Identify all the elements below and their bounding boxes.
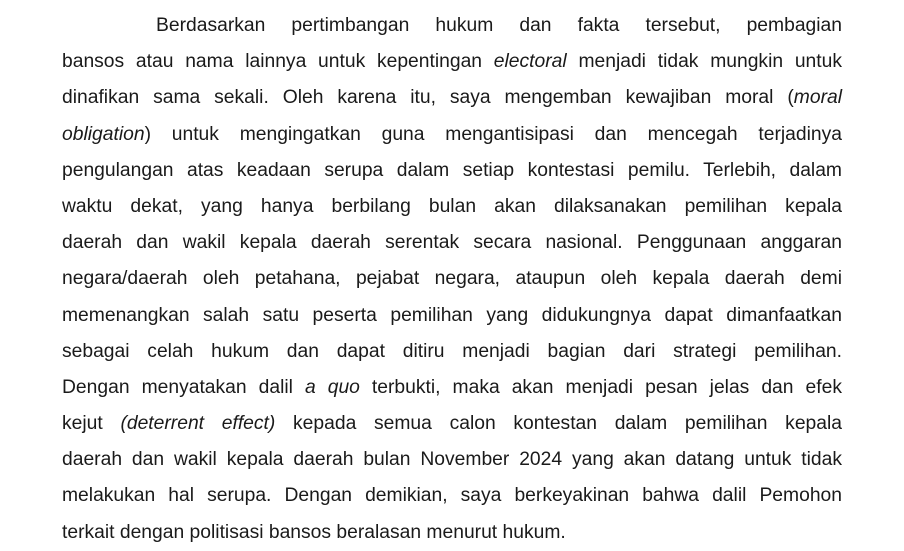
text-segment: terbukti, maka akan menjadi pesan jelas dan efek: [359, 376, 842, 398]
text-segment: sebagai celah hukum dan dapat ditiru menjadi bagian dari strategi pemilihan.: [62, 340, 842, 362]
text-segment: waktu dekat, yang hanya berbilang bulan akan dilaksanakan pemilihan kepala: [62, 195, 842, 217]
text-segment: negara/daerah oleh petahana, pejabat negara, ataupun oleh kepala daerah demi: [62, 268, 842, 290]
paragraph-line: [62, 406, 842, 442]
paragraph-line: [62, 334, 842, 370]
text-segment: Dengan menyatakan dalil: [62, 376, 305, 398]
paragraph-line: [62, 442, 842, 478]
paragraph-line: [62, 225, 842, 261]
paragraph-line: [62, 370, 842, 406]
text-segment: kepada semua calon kontestan dalam pemilihan kepala: [275, 413, 842, 435]
text-segment: dinafikan sama sekali. Oleh karena itu, saya mengemban kewajiban moral (: [62, 87, 794, 109]
paragraph-line: [62, 189, 842, 225]
text-segment: bansos atau nama lainnya untuk kepentingan: [62, 51, 494, 73]
paragraph-line: [62, 80, 842, 116]
paragraph-line: [62, 298, 842, 334]
text-segment: menjadi tidak mungkin untuk: [566, 51, 842, 73]
paragraph-line: [62, 478, 842, 514]
italic-term: obligation: [62, 123, 145, 145]
italic-term: electoral: [493, 51, 567, 73]
paragraph-line: [62, 117, 842, 153]
text-segment: daerah dan wakil kepala daerah serentak secara nasional. Penggunaan anggaran: [62, 232, 842, 254]
text-segment: Berdasarkan pertimbangan hukum dan fakta tersebut, pembagian: [156, 15, 842, 36]
text-segment: daerah dan wakil kepala daerah bulan November 2024 yang akan datang untuk tidak: [62, 449, 842, 471]
text-segment: memenangkan salah satu peserta pemilihan yang didukungnya dapat dimanfaatkan: [62, 304, 842, 326]
paragraph-line: [62, 8, 842, 44]
italic-term: moral: [793, 87, 842, 109]
paragraph-line: [62, 515, 842, 551]
italic-term: a quo: [304, 376, 360, 398]
paragraph-line: [62, 44, 842, 80]
paragraph-line: [62, 153, 842, 189]
text-segment: pengulangan atas keadaan serupa dalam setiap kontestasi pemilu. Terlebih, dalam: [62, 159, 842, 181]
italic-term: (deterrent effect): [120, 413, 276, 435]
text-segment: terkait dengan politisasi bansos beralasan menurut hukum.: [62, 521, 566, 543]
paragraph-line: [62, 261, 842, 297]
text-segment: kejut: [62, 413, 121, 435]
text-segment: melakukan hal serupa. Dengan demikian, saya berkeyakinan bahwa dalil Pemohon: [62, 485, 842, 507]
text-segment: ) untuk mengingatkan guna mengantisipasi dan mencegah terjadinya: [144, 123, 842, 145]
paragraph: [62, 8, 842, 551]
